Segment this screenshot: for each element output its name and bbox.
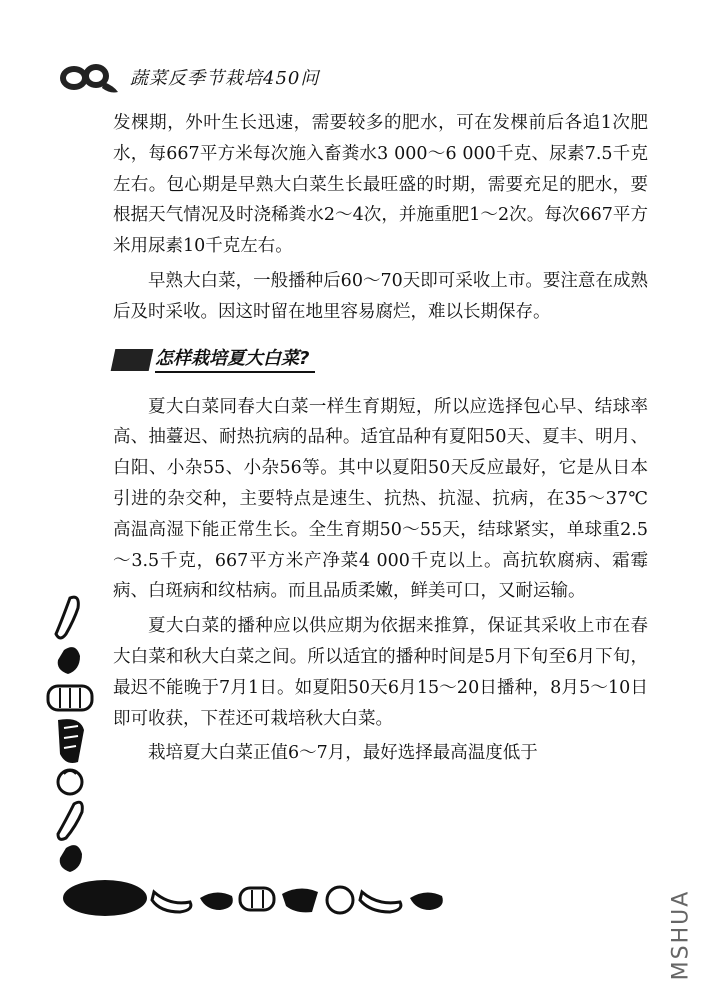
section-heading [113, 346, 648, 374]
vegetable-border-icon [40, 590, 102, 890]
vegetable-logo-icon [58, 58, 120, 96]
paragraph: 发棵期，外叶生长迅速，需要较多的肥水，可在发棵前后各追1次肥水，每667平方米每次施入畜粪水3 000～6 000千克、尿素7.5千克左右。包心期是早熟大白菜生长最旺盛的时期，需要充足的肥水，要根据天气情况及时浇稀粪水2～4次，并施重肥1～2次。每次667平方米用尿素10千克左右。 [113, 113, 648, 257]
vegetable-footer-icon [60, 876, 480, 920]
paragraph: 夏大白菜同春大白菜一样生育期短，所以应选择包心早、结球率高、抽薹迟、耐热抗病的品种。适宜品种有夏阳50天、夏丰、明月、白阳、小杂55、小杂56等。其中以夏阳50天反应最好，它是从日本引进的杂交种，主要特点是速生、抗热、抗湿、抗病，在35～37℃高温高湿下能正常生长。全生育期50～55天，结球紧实，单球重2.5～3.5千克，667平方米产净菜4 000千克以上。高抗软腐病、霜霉病、白斑病和纹枯病。而且品质柔嫩，鲜美可口，又耐运输。 [113, 396, 648, 602]
paragraph: 栽培夏大白菜正值6～7月，最好选择最高温度低于 [148, 743, 538, 764]
page-body [113, 108, 648, 769]
paragraph: 早熟大白菜，一般播种后60～70天即可采收上市。要注意在成熟后及时采收。因这时留在地里容易腐烂，难以长期保存。 [113, 270, 648, 322]
running-header-title: 蔬菜反季节栽培450问 [130, 68, 320, 89]
section-badge-icon [111, 349, 154, 371]
watermark-text: MSHUA [668, 889, 694, 981]
section-title: 怎样栽培夏大白菜? [155, 347, 315, 373]
paragraph: 夏大白菜的播种应以供应期为依据来推算，保证其采收上市在春大白菜和秋大白菜之间。所以适宜的播种时间是5月下旬至6月下旬，最迟不能晚于7月1日。如夏阳50天6月15～20日播种，8月5～10日即可收获，下茬还可栽培秋大白菜。 [113, 616, 648, 729]
watermark [666, 880, 696, 990]
page-header [58, 58, 319, 96]
